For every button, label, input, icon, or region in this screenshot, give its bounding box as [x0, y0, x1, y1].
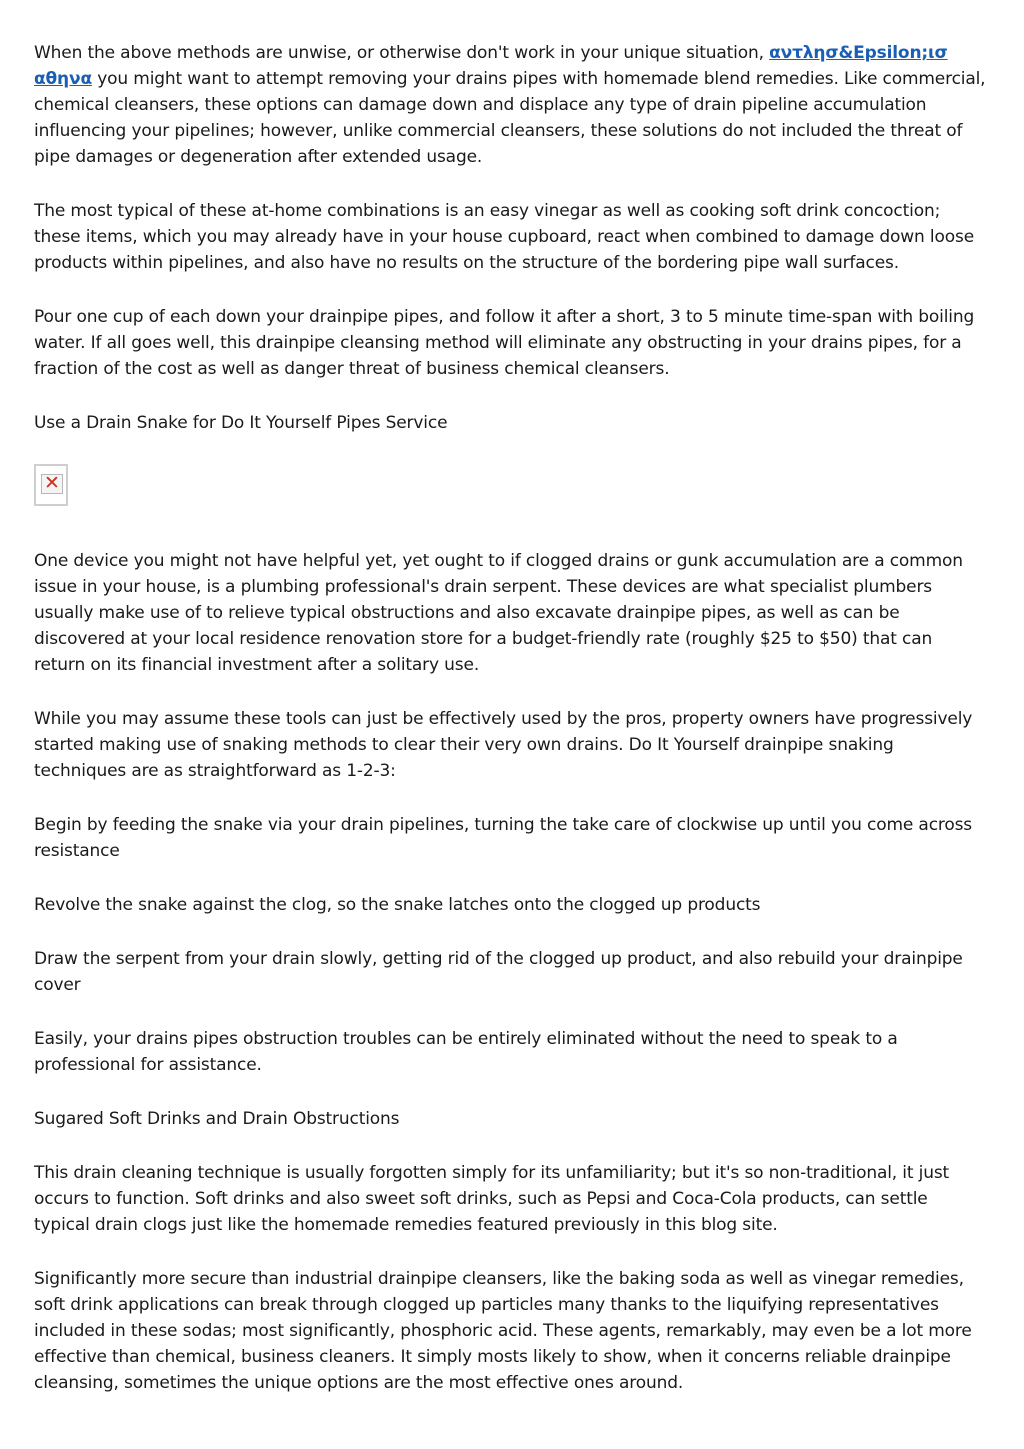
paragraph-easily: Easily, your drains pipes obstruction troubles can be entirely eliminated without the need to speak to a professional for assistance.: [34, 1029, 898, 1075]
paragraph-soft-drink-technique: This drain cleaning technique is usually forgotten simply for its unfamiliarity; but it's so non-traditional, it just occurs to function. Soft drinks and also sweet soft drinks, such as Pepsi and Coca-Cola products, can settle typical drain clogs just like the homemade remedies featured previously in this blog site.: [34, 1163, 950, 1235]
broken-image-x-glyph: ✕: [44, 472, 60, 494]
paragraph-intro-text-end: you might want to attempt removing your drains pipes with homemade blend remedies. Like commercial, chemical cleansers, these options can damage down and displace any type of drain pipeline accumulation influencing your pipelines; however, unlike commercial cleansers, these solutions do not included the threat of pipe damages or degeneration after extended usage.: [34, 69, 986, 167]
paragraph-phosphoric-acid: Significantly more secure than industrial drainpipe cleansers, like the baking soda as well as vinegar remedies, soft drink applications can break through clogged up particles many thanks to the liquifying representatives included in these sodas; most significantly, phosphoric acid. These agents, remarkably, may even be a lot more effective than chemical, business cleaners. It simply mosts likely to show, when it concerns reliable drainpipe cleansing, sometimes the unique options are the most effective ones around.: [34, 1269, 972, 1393]
section-heading-soft-drinks: Sugared Soft Drinks and Drain Obstructions: [34, 1109, 400, 1129]
paragraph-intro: [34, 40, 988, 170]
paragraph-snaking-methods: While you may assume these tools can just be effectively used by the pros, property owners have progressively started making use of snaking methods to clear their very own drains. Do It Yourself drainpipe snaking techniques are as straightforward as 1-2-3:: [34, 709, 973, 781]
paragraph-vinegar-soda: The most typical of these at-home combinations is an easy vinegar as well as cooking soft drink concoction; these items, which you may already have in your house cupboard, react when combined to damage down loose products within pipelines, and also have no results on the structure of the bordering pipe wall surfaces.: [34, 201, 975, 273]
broken-image-frame: [41, 474, 63, 494]
paragraph-intro-text-start: When the above methods are unwise, or otherwise don't work in your unique situation,: [34, 43, 770, 63]
paragraph-drain-serpent: One device you might not have helpful yet, yet ought to if clogged drains or gunk accumulation are a common issue in your house, is a plumbing professional's drain serpent. These devices are what specialist plumbers usually make use of to relieve typical obstructions and also excavate drainpipe pipes, as well as can be discovered at your local residence renovation store for a budget-friendly rate (roughly $25 to $50) that can return on its financial investment after a solitary use.: [34, 551, 963, 675]
section-heading-drain-snake: Use a Drain Snake for Do It Yourself Pipes Service: [34, 413, 448, 433]
step-revolve-snake: Revolve the snake against the clog, so the snake latches onto the clogged up products: [34, 895, 761, 915]
broken-image-icon: [34, 464, 68, 506]
step-draw-serpent: Draw the serpent from your drain slowly, getting rid of the clogged up product, and also rebuild your drainpipe cover: [34, 949, 963, 995]
paragraph-pour-water: Pour one cup of each down your drainpipe pipes, and follow it after a short, 3 to 5 minute time-span with boiling water. If all goes well, this drainpipe cleansing method will eliminate any obstructing in your drains pipes, for a fraction of the cost as well as danger threat of business chemical cleansers.: [34, 307, 975, 379]
inline-link[interactable]: αντλησ&Epsilon;ισ αθηνα: [34, 43, 948, 89]
article-body: [34, 40, 988, 1424]
step-feed-snake: Begin by feeding the snake via your drain pipelines, turning the take care of clockwise up until you come across resistance: [34, 815, 973, 861]
